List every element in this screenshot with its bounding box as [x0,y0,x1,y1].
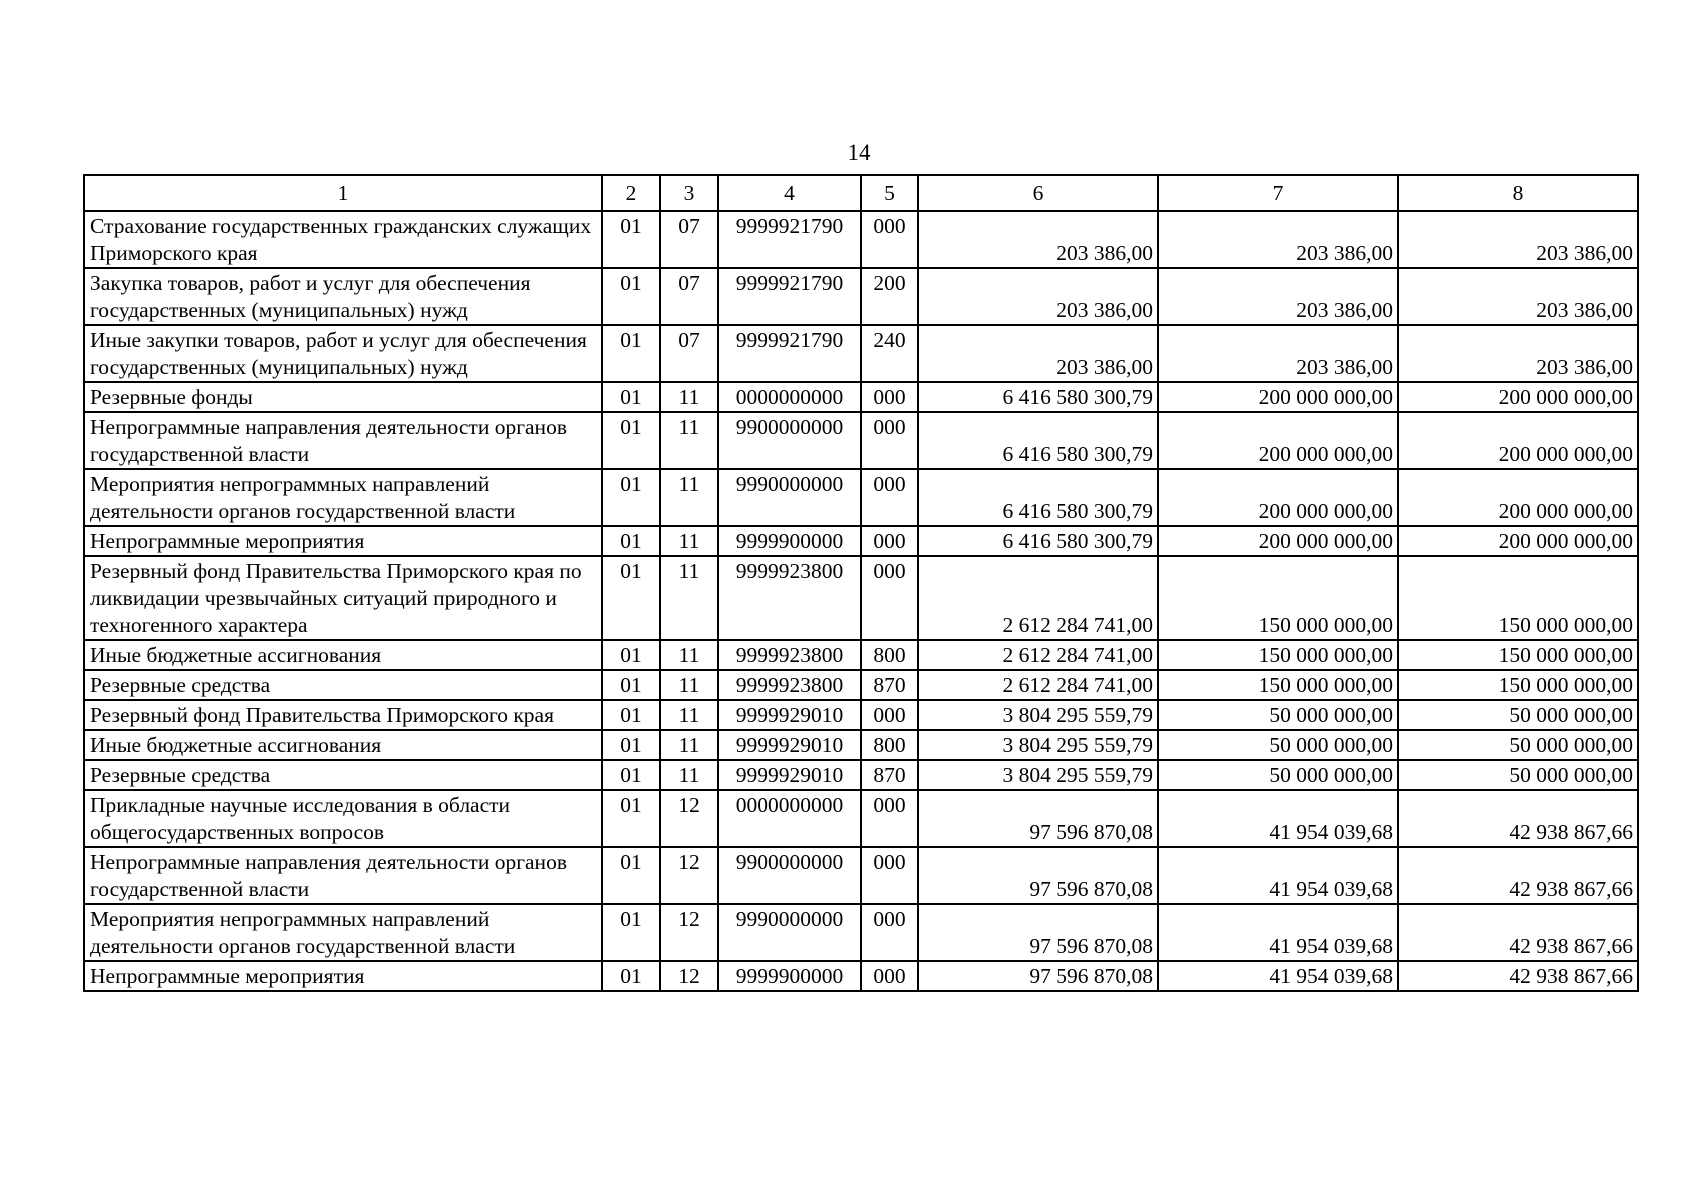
table-row [84,961,1638,991]
row-target-article: 9990000000 [718,469,861,526]
row-target-article: 9999900000 [718,961,861,991]
row-expense-type: 800 [861,640,918,670]
row-amount-col8: 200 000 000,00 [1398,526,1638,556]
row-subsection-code: 12 [660,790,718,847]
row-amount-col7: 200 000 000,00 [1158,469,1398,526]
row-section-code: 01 [602,670,660,700]
row-amount-col7: 200 000 000,00 [1158,526,1398,556]
row-section-code: 01 [602,268,660,325]
row-target-article: 9999921790 [718,325,861,382]
row-amount-col8: 150 000 000,00 [1398,556,1638,640]
row-amount-col8: 42 938 867,66 [1398,847,1638,904]
row-name: Резервные фонды [84,382,602,412]
row-subsection-code: 11 [660,700,718,730]
row-section-code: 01 [602,556,660,640]
row-amount-col8: 200 000 000,00 [1398,469,1638,526]
row-expense-type: 000 [861,904,918,961]
row-expense-type: 000 [861,961,918,991]
row-target-article: 9999929010 [718,760,861,790]
row-expense-type: 240 [861,325,918,382]
row-name: Непрограммные мероприятия [84,961,602,991]
row-section-code: 01 [602,382,660,412]
row-target-article: 9900000000 [718,847,861,904]
row-name: Закупка товаров, работ и услуг для обеспечения государственных (муниципальных) нужд [84,268,602,325]
table-row [84,325,1638,382]
row-name: Резервные средства [84,670,602,700]
row-target-article: 9999921790 [718,268,861,325]
row-section-code: 01 [602,700,660,730]
page-number: 14 [847,140,871,165]
row-target-article: 9999929010 [718,730,861,760]
row-section-code: 01 [602,526,660,556]
row-section-code: 01 [602,847,660,904]
table-body [84,211,1638,991]
row-target-article: 0000000000 [718,790,861,847]
header-row [84,175,1638,211]
row-subsection-code: 11 [660,670,718,700]
row-subsection-code: 12 [660,904,718,961]
row-amount-col7: 203 386,00 [1158,211,1398,268]
row-section-code: 01 [602,904,660,961]
row-amount-col8: 203 386,00 [1398,211,1638,268]
row-amount-col6: 2 612 284 741,00 [918,556,1158,640]
row-amount-col6: 6 416 580 300,79 [918,412,1158,469]
row-amount-col7: 150 000 000,00 [1158,670,1398,700]
row-amount-col8: 203 386,00 [1398,268,1638,325]
budget-table [83,174,1639,992]
row-subsection-code: 11 [660,760,718,790]
row-amount-col6: 6 416 580 300,79 [918,469,1158,526]
header-col-6: 6 [918,175,1158,211]
table-row [84,526,1638,556]
row-expense-type: 800 [861,730,918,760]
row-target-article: 9900000000 [718,412,861,469]
row-expense-type: 000 [861,469,918,526]
row-amount-col7: 50 000 000,00 [1158,700,1398,730]
row-name: Иные бюджетные ассигнования [84,640,602,670]
row-target-article: 9999929010 [718,700,861,730]
table-row [84,730,1638,760]
table-row [84,847,1638,904]
row-subsection-code: 12 [660,961,718,991]
table-row [84,670,1638,700]
table-header [84,175,1638,211]
row-subsection-code: 11 [660,412,718,469]
row-amount-col7: 41 954 039,68 [1158,904,1398,961]
row-section-code: 01 [602,469,660,526]
row-amount-col6: 2 612 284 741,00 [918,670,1158,700]
row-name: Прикладные научные исследования в области общегосударственных вопросов [84,790,602,847]
row-expense-type: 000 [861,412,918,469]
row-amount-col6: 97 596 870,08 [918,790,1158,847]
row-name: Иные бюджетные ассигнования [84,730,602,760]
row-subsection-code: 11 [660,556,718,640]
table-row [84,904,1638,961]
row-section-code: 01 [602,760,660,790]
table-row [84,382,1638,412]
row-target-article: 9999921790 [718,211,861,268]
row-name: Непрограммные направления деятельности органов государственной власти [84,847,602,904]
header-col-3: 3 [660,175,718,211]
row-expense-type: 000 [861,382,918,412]
row-subsection-code: 07 [660,268,718,325]
row-amount-col6: 2 612 284 741,00 [918,640,1158,670]
row-amount-col7: 200 000 000,00 [1158,382,1398,412]
row-target-article: 9999923800 [718,640,861,670]
row-amount-col7: 50 000 000,00 [1158,760,1398,790]
header-col-2: 2 [602,175,660,211]
row-name: Мероприятия непрограммных направлений деятельности органов государственной власти [84,469,602,526]
row-section-code: 01 [602,961,660,991]
row-amount-col7: 41 954 039,68 [1158,847,1398,904]
row-expense-type: 870 [861,670,918,700]
table-row [84,790,1638,847]
table-row [84,469,1638,526]
row-amount-col7: 200 000 000,00 [1158,412,1398,469]
row-expense-type: 000 [861,526,918,556]
row-amount-col6: 97 596 870,08 [918,904,1158,961]
row-amount-col7: 41 954 039,68 [1158,961,1398,991]
row-amount-col8: 50 000 000,00 [1398,730,1638,760]
row-name: Резервные средства [84,760,602,790]
row-section-code: 01 [602,325,660,382]
row-expense-type: 200 [861,268,918,325]
row-amount-col8: 150 000 000,00 [1398,640,1638,670]
row-name: Мероприятия непрограммных направлений деятельности органов государственной власти [84,904,602,961]
table-row [84,556,1638,640]
row-amount-col6: 3 804 295 559,79 [918,700,1158,730]
header-col-4: 4 [718,175,861,211]
row-section-code: 01 [602,412,660,469]
row-expense-type: 000 [861,211,918,268]
header-col-8: 8 [1398,175,1638,211]
row-amount-col6: 97 596 870,08 [918,847,1158,904]
row-amount-col8: 150 000 000,00 [1398,670,1638,700]
row-section-code: 01 [602,730,660,760]
row-amount-col6: 203 386,00 [918,325,1158,382]
row-name: Резервный фонд Правительства Приморского края по ликвидации чрезвычайных ситуаций природного и техногенного характера [84,556,602,640]
row-section-code: 01 [602,211,660,268]
row-amount-col7: 203 386,00 [1158,325,1398,382]
row-section-code: 01 [602,640,660,670]
table-row [84,760,1638,790]
row-amount-col6: 6 416 580 300,79 [918,526,1158,556]
row-subsection-code: 12 [660,847,718,904]
row-amount-col7: 41 954 039,68 [1158,790,1398,847]
row-subsection-code: 11 [660,382,718,412]
row-amount-col7: 50 000 000,00 [1158,730,1398,760]
row-subsection-code: 11 [660,730,718,760]
row-expense-type: 000 [861,847,918,904]
row-subsection-code: 07 [660,325,718,382]
row-name: Иные закупки товаров, работ и услуг для обеспечения государственных (муниципальных) нужд [84,325,602,382]
row-amount-col6: 203 386,00 [918,211,1158,268]
row-subsection-code: 07 [660,211,718,268]
row-expense-type: 000 [861,700,918,730]
row-amount-col6: 6 416 580 300,79 [918,382,1158,412]
table-row [84,412,1638,469]
table-row [84,211,1638,268]
row-amount-col8: 42 938 867,66 [1398,904,1638,961]
row-amount-col7: 150 000 000,00 [1158,556,1398,640]
row-amount-col6: 3 804 295 559,79 [918,760,1158,790]
row-amount-col6: 203 386,00 [918,268,1158,325]
row-target-article: 9999900000 [718,526,861,556]
row-expense-type: 870 [861,760,918,790]
table-row [84,700,1638,730]
row-amount-col6: 97 596 870,08 [918,961,1158,991]
row-amount-col8: 203 386,00 [1398,325,1638,382]
row-amount-col8: 50 000 000,00 [1398,700,1638,730]
row-name: Резервный фонд Правительства Приморского края [84,700,602,730]
row-name: Непрограммные мероприятия [84,526,602,556]
row-amount-col6: 3 804 295 559,79 [918,730,1158,760]
row-subsection-code: 11 [660,526,718,556]
table-row [84,268,1638,325]
row-expense-type: 000 [861,790,918,847]
header-col-1: 1 [84,175,602,211]
row-amount-col8: 200 000 000,00 [1398,382,1638,412]
row-name: Непрограммные направления деятельности органов государственной власти [84,412,602,469]
row-target-article: 9999923800 [718,670,861,700]
table-row [84,640,1638,670]
row-amount-col8: 42 938 867,66 [1398,790,1638,847]
row-section-code: 01 [602,790,660,847]
row-target-article: 9990000000 [718,904,861,961]
row-target-article: 9999923800 [718,556,861,640]
row-subsection-code: 11 [660,640,718,670]
row-expense-type: 000 [861,556,918,640]
header-col-7: 7 [1158,175,1398,211]
header-col-5: 5 [861,175,918,211]
row-amount-col7: 203 386,00 [1158,268,1398,325]
row-amount-col8: 42 938 867,66 [1398,961,1638,991]
row-subsection-code: 11 [660,469,718,526]
row-target-article: 0000000000 [718,382,861,412]
row-amount-col8: 50 000 000,00 [1398,760,1638,790]
row-amount-col8: 200 000 000,00 [1398,412,1638,469]
row-name: Страхование государственных гражданских служащих Приморского края [84,211,602,268]
row-amount-col7: 150 000 000,00 [1158,640,1398,670]
